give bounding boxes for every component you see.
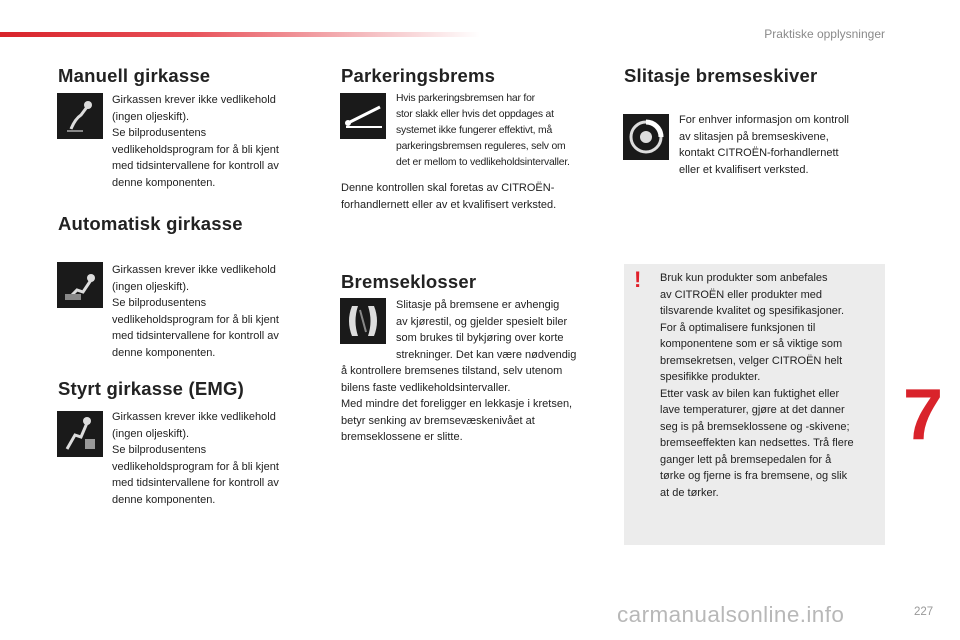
brake-discs-title: Slitasje bremseskiver <box>624 65 818 86</box>
parking-brake-icon <box>340 93 386 139</box>
warning-text: Bruk kun produkter som anbefales av CITROËN eller produkter med tilsvarende kvalitet og spesifikasjoner. For å optimalisere funksjonen til komponentene som er så viktige som bremsekretsen, velger CITROËN helt spesifikke produkter. Etter vask av bilen kan fuktighet eller lave temperaturer, gjøre at det danner seg is på bremseklossene og -skivene; bremseeffekten kan nedsettes. Trå flere ganger lett på bremsepedalen for å tørke og fjerne is fra bremsene, og slik at de tørker. <box>660 272 854 499</box>
automatic-gear-icon <box>57 262 103 308</box>
warning-icon: ! <box>634 267 642 292</box>
automatic-gearbox-title: Automatisk girkasse <box>58 213 243 234</box>
emg-gear-icon <box>57 411 103 457</box>
section-title: Praktiske opplysninger <box>764 27 885 41</box>
watermark: carmanualsonline.info <box>617 602 845 627</box>
emg-gearbox-title: Styrt girkasse (EMG) <box>58 378 244 399</box>
page-number: 227 <box>914 606 934 618</box>
brake-disc-icon <box>623 114 669 160</box>
manual-gearbox-text: Girkassen krever ikke vedlikehold (ingen oljeskift). Se bilprodusentens vedlikeholdsprogram for å bli kjent med tidsintervallene for kontroll av denne komponenten. <box>112 94 279 189</box>
brake-pads-text-wrap: Slitasje på bremsene er avhengig av kjørestil, og gjelder spesielt biler som brukes til bykjøring over korte strekninger. Det kan være nødvendig <box>396 299 577 361</box>
brake-pads-icon <box>340 298 386 344</box>
manual-gear-icon <box>57 93 103 139</box>
parking-brake-note: Denne kontrollen skal foretas av CITROËN- forhandlernett eller av et kvalifisert verksted. <box>341 182 557 211</box>
brake-discs-text: For enhver informasjon om kontroll av slitasjen på bremseskivene, kontakt CITROËN-forhandlernett eller et kvalifisert verksted. <box>679 114 849 176</box>
emg-gearbox-text: Girkassen krever ikke vedlikehold (ingen oljeskift). Se bilprodusentens vedlikeholdsprogram for å bli kjent med tidsintervallene for kontroll av denne komponenten. <box>112 411 279 506</box>
parking-brake-title: Parkeringsbrems <box>341 65 496 86</box>
brake-pads-title: Bremseklosser <box>341 271 477 292</box>
header-accent-bar <box>0 32 480 37</box>
brake-pads-text: å kontrollere bremsenes tilstand, selv utenom bilens faste vedlikeholdsintervaller. Med mindre det foreligger en lekkasje i kretsen, betyr senking av bremsevæskenivået at bremseklossene er slitte. <box>341 365 573 443</box>
manual-gearbox-title: Manuell girkasse <box>58 65 211 86</box>
automatic-gearbox-text: Girkassen krever ikke vedlikehold (ingen oljeskift). Se bilprodusentens vedlikeholdsprogram for å bli kjent med tidsintervallene for kontroll av denne komponenten. <box>112 264 279 359</box>
parking-brake-text: Hvis parkeringsbremsen har for stor slakk eller hvis det oppdages at systemet ikke fungerer effektivt, må parkeringsbremsen reguleres, selv om det er mellom to vedlikeholdsintervaller. <box>396 93 570 168</box>
chapter-number: 7 <box>903 375 944 455</box>
